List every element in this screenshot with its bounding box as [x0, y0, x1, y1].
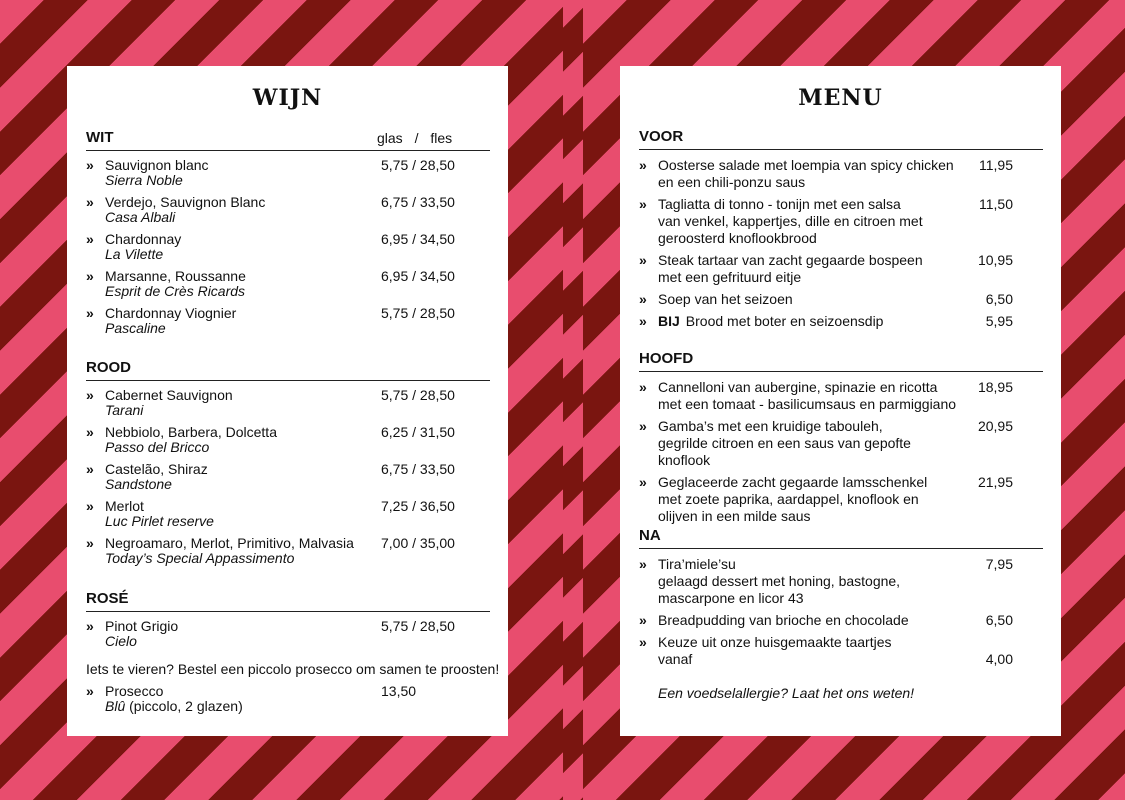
item-list [86, 619, 490, 649]
item-text [105, 425, 377, 455]
item-text [658, 196, 963, 247]
menu-item [639, 291, 1043, 308]
item-line [658, 612, 963, 629]
section-header [639, 127, 1043, 150]
menu-title: MENU [798, 85, 883, 111]
item-name: Nebbiolo, Barbera, Dolcetta [105, 424, 277, 440]
wine-item [86, 462, 490, 492]
item-text [105, 536, 377, 566]
item-name: Negroamaro, Merlot, Primitivo, Malvasia [105, 535, 354, 551]
menu-item [639, 634, 1043, 668]
item-price: 5,95 [985, 313, 1013, 329]
menu-panel [620, 66, 1061, 736]
item-producer: Tarani [105, 402, 144, 418]
chevron-icon: » [86, 461, 94, 477]
chevron-icon: » [86, 305, 94, 321]
item-producer: Esprit de Crès Ricards [105, 283, 246, 299]
item-producer: Passo del Bricco [105, 439, 210, 455]
item-text [105, 158, 377, 188]
wine-item [86, 232, 490, 262]
item-line-text: Geglaceerde zacht gegaarde lamsschenkel [658, 474, 928, 490]
item-producer: La Vilette [105, 246, 164, 262]
item-list [639, 379, 1043, 525]
menu-item [639, 612, 1043, 629]
item-line [658, 556, 963, 573]
item-text [658, 474, 963, 525]
item-line-text: Tira’miele’su [658, 556, 736, 572]
menu-item [639, 474, 1043, 525]
item-line-text: Soep van het seizoen [658, 291, 793, 307]
item-text [105, 232, 377, 262]
menu-item [639, 196, 1043, 247]
menu-item [639, 313, 1043, 330]
item-line-text: olijven in een milde saus [658, 508, 811, 524]
item-line-text: Oosterse salade met loempia van spicy chicken [658, 157, 954, 173]
wine-section-wit [86, 128, 490, 343]
item-text [658, 556, 963, 607]
item-price: 6,75 / 33,50 [381, 461, 455, 477]
wine-item [86, 158, 490, 188]
item-line-text: Steak tartaar van zacht gegaarde bospeen [658, 252, 923, 268]
item-line [658, 174, 963, 191]
item-line-text: Cannelloni van aubergine, spinazie en ricotta [658, 379, 938, 395]
section-header [86, 358, 490, 381]
item-producer: Cielo [105, 633, 137, 649]
item-price: 5,75 / 28,50 [381, 387, 455, 403]
item-producer: Luc Pirlet reserve [105, 513, 214, 529]
item-text [105, 619, 377, 649]
item-line [658, 590, 963, 607]
item-name: Castelão, Shiraz [105, 461, 208, 477]
item-price: 18,95 [977, 379, 1013, 395]
chevron-icon: » [86, 387, 94, 403]
wine-item [86, 619, 490, 649]
item-price: 6,75 / 33,50 [381, 194, 455, 210]
wine-item [86, 269, 490, 299]
item-price: 5,75 / 28,50 [381, 157, 455, 173]
wine-title: WIJN [252, 85, 323, 111]
item-line [658, 418, 963, 435]
item-price: 5,75 / 28,50 [381, 618, 455, 634]
item-price: 5,75 / 28,50 [381, 305, 455, 321]
chevron-icon: » [639, 556, 647, 572]
chevron-icon: » [639, 418, 647, 434]
item-text [105, 462, 377, 492]
wine-item [86, 306, 490, 336]
item-name: Sauvignon blanc [105, 157, 209, 173]
chevron-icon: » [639, 196, 647, 212]
menu-section-hoofd [639, 349, 1043, 530]
item-prefix: BIJ [658, 313, 680, 329]
chevron-icon: » [86, 424, 94, 440]
item-price: 6,95 / 34,50 [381, 268, 455, 284]
section-title: WIT [86, 129, 114, 146]
item-price: 10,95 [977, 252, 1013, 268]
item-line [658, 379, 963, 396]
wine-item [86, 536, 490, 566]
chevron-icon: » [639, 379, 647, 395]
menu-item [639, 379, 1043, 413]
item-line [658, 634, 963, 651]
allergy-note: Een voedselallergie? Laat het ons weten! [658, 685, 915, 701]
section-title: NA [639, 527, 661, 544]
item-name: Merlot [105, 498, 144, 514]
item-price: 11,50 [979, 196, 1013, 212]
item-line [658, 291, 963, 308]
item-price: 4,00 [985, 651, 1013, 667]
item-line [658, 196, 963, 213]
item-price: 11,95 [979, 157, 1013, 173]
item-line-text: vanaf [658, 651, 693, 667]
item-name: Prosecco [105, 683, 164, 699]
wine-item [86, 388, 490, 418]
section-title: VOOR [639, 128, 684, 145]
item-text [658, 634, 963, 668]
item-price: 20,95 [977, 418, 1013, 434]
chevron-icon: » [86, 683, 94, 699]
item-name: Marsanne, Roussanne [105, 268, 246, 284]
menu-item [639, 418, 1043, 469]
section-title: ROSÉ [86, 590, 129, 607]
chevron-icon: » [639, 291, 647, 307]
item-text [658, 612, 963, 629]
item-line [658, 157, 963, 174]
item-line [658, 508, 963, 525]
item-price: 7,25 / 36,50 [381, 498, 455, 514]
menu-section-na [639, 526, 1043, 673]
item-price: 13,50 [381, 683, 417, 699]
item-producer-detail: (piccolo, 2 glazen) [125, 698, 243, 714]
item-list [639, 157, 1043, 330]
section-title: HOOFD [639, 350, 694, 367]
item-producer: Sierra Noble [105, 172, 183, 188]
item-name: Chardonnay Viognier [105, 305, 237, 321]
chevron-icon: » [86, 194, 94, 210]
item-line-text: Gamba’s met een kruidige tabouleh, [658, 418, 883, 434]
item-text [105, 306, 377, 336]
item-producer: Today’s Special Appassimento [105, 550, 295, 566]
item-text [105, 388, 377, 418]
section-header [86, 128, 490, 151]
prosecco-item [86, 684, 490, 721]
wine-panel [67, 66, 508, 736]
item-line [658, 230, 963, 247]
section-title: ROOD [86, 359, 131, 376]
chevron-icon: » [639, 474, 647, 490]
chevron-icon: » [86, 157, 94, 173]
section-header [639, 349, 1043, 372]
item-text [658, 291, 963, 308]
item-name: Verdejo, Sauvignon Blanc [105, 194, 266, 210]
item-line [658, 573, 963, 590]
prosecco-note: Iets te vieren? Bestel een piccolo prosecco om samen te proosten! [86, 661, 500, 677]
item-line-text: Tagliatta di tonno - tonijn met een salsa [658, 196, 901, 212]
chevron-icon: » [639, 612, 647, 628]
wine-item [86, 195, 490, 225]
item-price: 6,25 / 31,50 [381, 424, 455, 440]
menu-item [639, 252, 1043, 286]
chevron-icon: » [639, 252, 647, 268]
item-price: 21,95 [977, 474, 1013, 490]
chevron-icon: » [639, 313, 647, 329]
chevron-icon: » [86, 618, 94, 634]
item-line [658, 396, 963, 413]
item-line-text: Breadpudding van brioche en chocolade [658, 612, 909, 628]
menu-item [639, 157, 1043, 191]
item-price: 6,50 [985, 612, 1013, 628]
item-line-text: Brood met boter en seizoensdip [685, 313, 884, 329]
item-list [639, 556, 1043, 668]
wine-item [86, 425, 490, 455]
item-line [658, 313, 963, 330]
section-header [86, 589, 490, 612]
item-price: 6,95 / 34,50 [381, 231, 455, 247]
item-line-text: Keuze uit onze huisgemaakte taartjes [658, 634, 892, 650]
menu-item [639, 556, 1043, 607]
item-text [658, 252, 963, 286]
item-line-text: mascarpone en licor 43 [658, 590, 804, 606]
chevron-icon: » [86, 498, 94, 514]
item-line [658, 474, 963, 491]
item-text [658, 313, 963, 330]
item-producer: Sandstone [105, 476, 172, 492]
item-text [658, 157, 963, 191]
chevron-icon: » [86, 268, 94, 284]
wine-section-rood [86, 358, 490, 573]
item-producer: Blû [105, 698, 126, 714]
item-line [658, 269, 963, 286]
chevron-icon: » [639, 634, 647, 650]
chevron-icon: » [639, 157, 647, 173]
item-text [658, 418, 963, 469]
wine-item [86, 499, 490, 529]
wine-section-rose [86, 589, 490, 656]
item-line [658, 651, 963, 668]
price-column-header: glas / fles [377, 130, 453, 146]
item-text [658, 379, 963, 413]
item-producer: Casa Albali [105, 209, 176, 225]
item-text [105, 269, 377, 299]
item-price: 7,00 / 35,00 [381, 535, 455, 551]
item-line-text: gegrilde citroen en een saus van gepofte knoflook [658, 435, 911, 468]
item-list [86, 388, 490, 566]
menu-section-voor [639, 127, 1043, 335]
item-line-text: met een gefrituurd eitje [658, 269, 802, 285]
item-line [658, 252, 963, 269]
item-line-text: van venkel, kappertjes, dille en citroen met [658, 213, 923, 229]
item-price: 6,50 [985, 291, 1013, 307]
item-list [86, 158, 490, 336]
item-name: Cabernet Sauvignon [105, 387, 233, 403]
chevron-icon: » [86, 535, 94, 551]
item-line [658, 213, 963, 230]
item-producer: Pascaline [105, 320, 166, 336]
chevron-icon: » [86, 231, 94, 247]
item-line-text: met zoete paprika, aardappel, knoflook en [658, 491, 919, 507]
item-text [105, 499, 377, 529]
item-line [658, 491, 963, 508]
item-price: 7,95 [985, 556, 1013, 572]
item-name: Pinot Grigio [105, 618, 179, 634]
section-header [639, 526, 1043, 549]
item-line-text: met een tomaat - basilicumsaus en parmiggiano [658, 396, 957, 412]
item-text [105, 195, 377, 225]
item-name: Chardonnay [105, 231, 182, 247]
item-line-text: geroosterd knoflookbrood [658, 230, 817, 246]
item-line-text: gelaagd dessert met honing, bastogne, [658, 573, 901, 589]
item-line [658, 435, 963, 469]
item-line-text: en een chili-ponzu saus [658, 174, 806, 190]
